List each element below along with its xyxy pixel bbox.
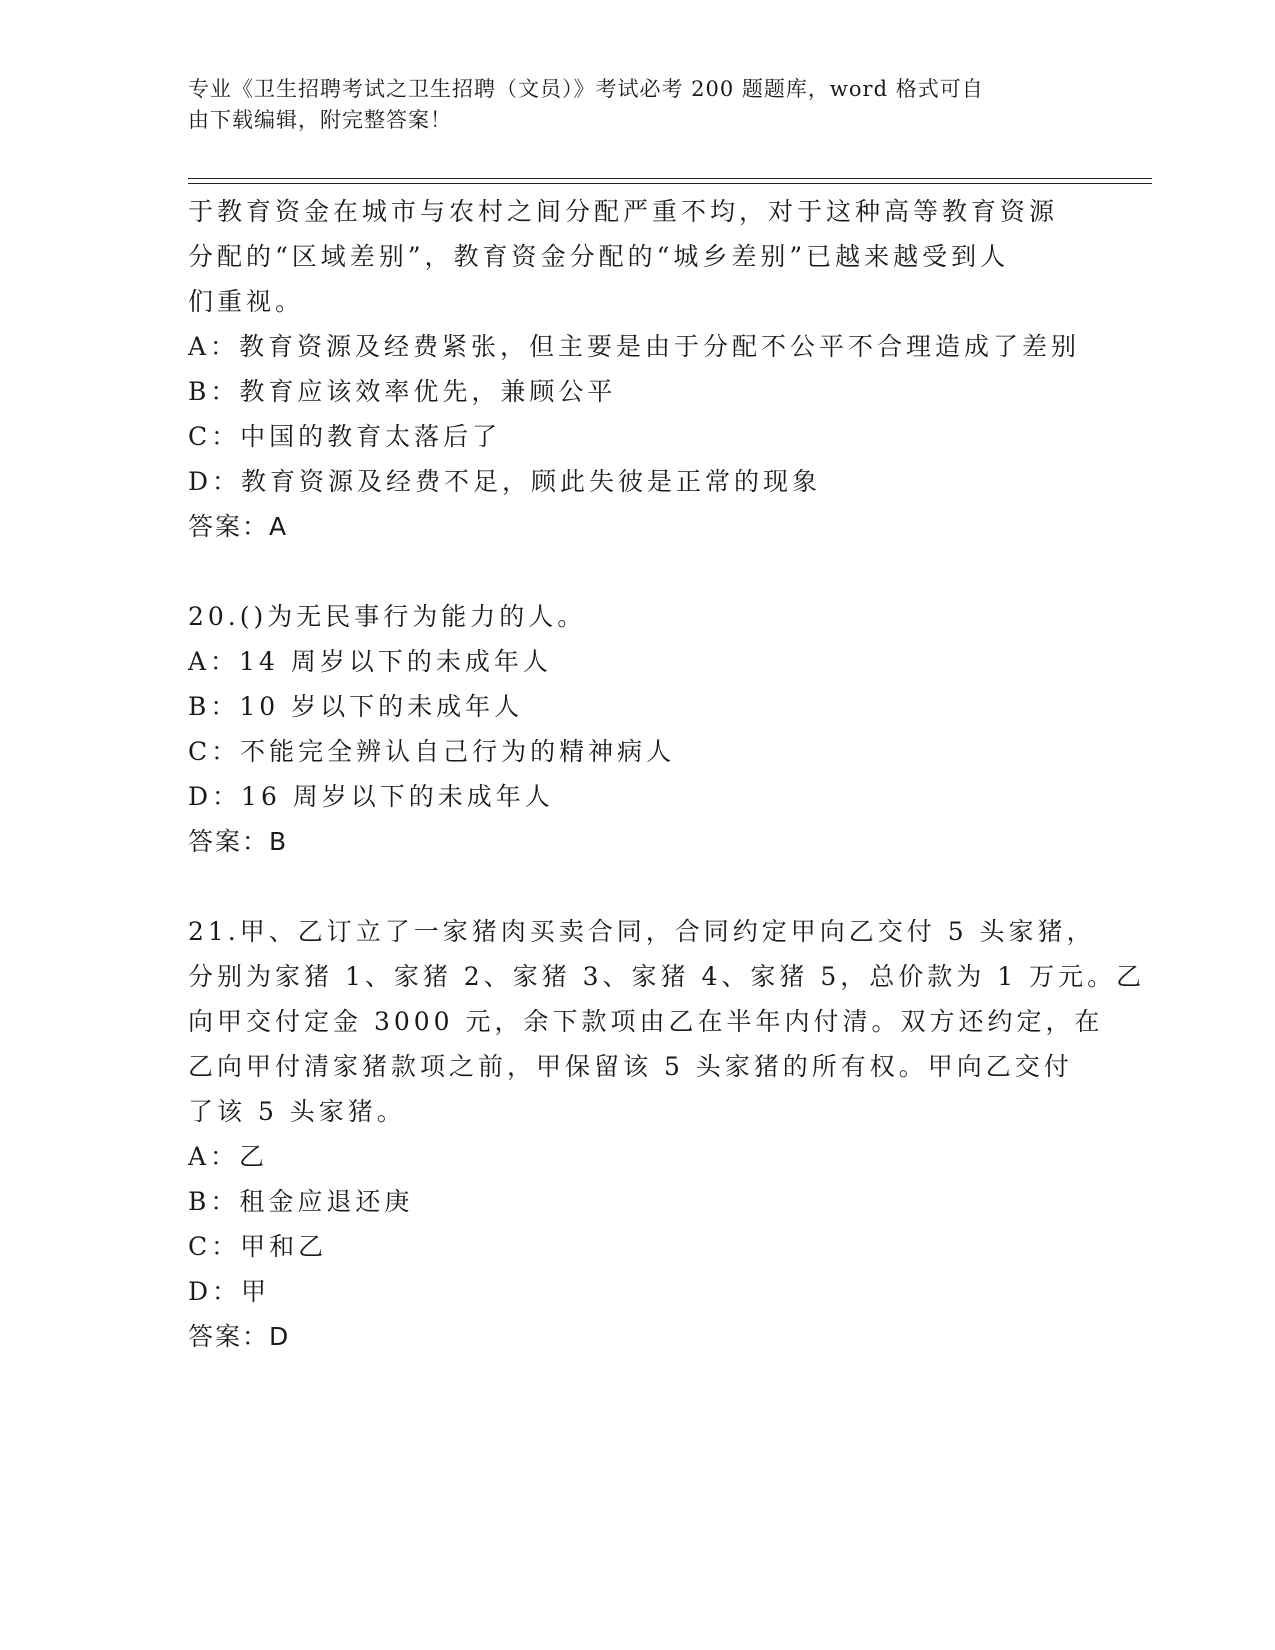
question-text-line: 分别为家猪 1、家猪 2、家猪 3、家猪 4、家猪 5，总价款为 1 万元。乙 xyxy=(188,962,1146,991)
answer-label: 答案：D xyxy=(188,1322,291,1351)
option-a: A：14 周岁以下的未成年人 xyxy=(188,647,552,676)
answer-label: 答案：A xyxy=(188,512,289,541)
option-c: C：不能完全辨认自己行为的精神病人 xyxy=(188,737,676,766)
question-text-line: 20.()为无民事行为能力的人。 xyxy=(188,602,587,631)
document-body xyxy=(188,189,1146,1359)
question-20 xyxy=(188,594,1088,864)
question-spacer xyxy=(188,549,1088,594)
option-d: D：16 周岁以下的未成年人 xyxy=(188,782,554,811)
question-text-line: 向甲交付定金 3000 元，余下款项由乙在半年内付清。双方还约定，在 xyxy=(188,1007,1104,1036)
question-text-line: 21.甲、乙订立了一家猪肉买卖合同，合同约定甲向乙交付 5 头家猪， xyxy=(188,917,1096,946)
question-text-line: 乙向甲付清家猪款项之前，甲保留该 5 头家猪的所有权。甲向乙交付 xyxy=(188,1052,1073,1081)
option-b: B：教育应该效率优先，兼顾公平 xyxy=(188,377,617,406)
header-line-2: 由下载编辑，附完整答案！ xyxy=(188,108,452,132)
option-d: D：甲 xyxy=(188,1277,271,1306)
question-text-line: 了该 5 头家猪。 xyxy=(188,1097,406,1126)
question-text-line: 们重视。 xyxy=(188,287,305,316)
option-a: A：教育资源及经费紧张，但主要是由于分配不公平不合理造成了差别 xyxy=(188,332,1081,361)
question-21 xyxy=(188,909,1146,1359)
option-c: C：中国的教育太落后了 xyxy=(188,422,502,451)
question-text-line: 分配的“区域差别”，教育资金分配的“城乡差别”已越来越受到人 xyxy=(188,242,1010,271)
option-b: B：租金应退还庚 xyxy=(188,1187,414,1216)
option-b: B：10 岁以下的未成年人 xyxy=(188,692,524,721)
header-divider-bottom xyxy=(188,183,1152,184)
option-c: C：甲和乙 xyxy=(188,1232,328,1261)
document-header xyxy=(188,74,1068,136)
answer-label: 答案：B xyxy=(188,827,289,856)
option-d: D：教育资源及经费不足，顾此失彼是正常的现象 xyxy=(188,467,822,496)
question-spacer xyxy=(188,864,1088,909)
question-text-line: 于教育资金在城市与农村之间分配严重不均，对于这种高等教育资源 xyxy=(188,197,1059,226)
question-continued xyxy=(188,189,1088,549)
header-line-1: 专业《卫生招聘考试之卫生招聘（文员）》考试必考 200 题题库，word 格式可自 xyxy=(188,77,984,101)
header-divider-top xyxy=(188,178,1152,179)
option-a: A：乙 xyxy=(188,1142,269,1171)
